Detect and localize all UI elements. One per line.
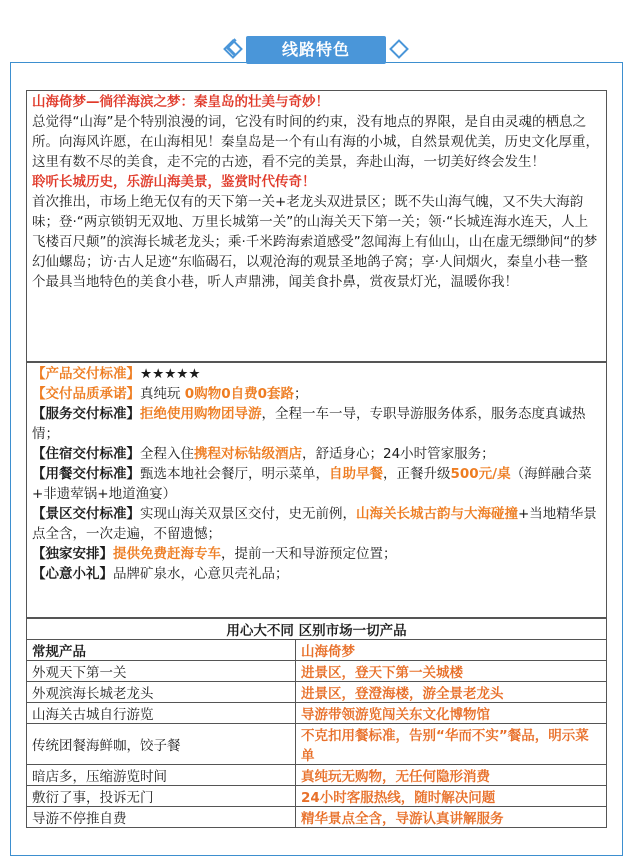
ours-cell: 进景区，登澄海楼，游全景老龙头 [296, 682, 607, 703]
standards-block [26, 362, 607, 618]
col-header-regular: 常规产品 [27, 640, 296, 661]
standard-highlight: 提供免费赶海专车 [113, 546, 221, 562]
col-header-ours: 山海倚梦 [296, 640, 607, 661]
standard-label: 【心意小礼】 [32, 566, 113, 582]
diamond-right-icon [389, 39, 409, 59]
intro-subheading: 聆听长城历史，乐游山海美景，鉴赏时代传奇！ [32, 174, 316, 190]
standard-text: ； [293, 386, 308, 402]
standard-item [32, 464, 601, 504]
standard-highlight: 500元/桌 [450, 466, 511, 482]
standard-text: +当地精华景点全含，一次走遍，不留遗憾； [32, 506, 597, 542]
ours-cell: 真纯玩无购物，无任何隐形消费 [296, 765, 607, 786]
standard-highlight: 0购物0自费0套路 [184, 386, 294, 402]
standard-label: 【交付品质承诺】 [32, 386, 140, 402]
standard-label: 【用餐交付标准】 [32, 466, 140, 482]
standard-label: 【住宿交付标准】 [32, 446, 140, 462]
standard-label: 【独家安排】 [32, 546, 113, 562]
standard-item [32, 504, 601, 544]
ours-cell: 24小时客服热线，随时解决问题 [296, 786, 607, 807]
standard-text: ，提前一天和导游预定位置； [221, 546, 397, 562]
table-row [27, 765, 607, 786]
diamond-left-icon [223, 39, 243, 59]
regular-cell: 传统团餐海鲜咖，饺子餐 [27, 724, 296, 765]
standard-text: 品牌矿泉水，心意贝壳礼品； [113, 566, 289, 582]
regular-cell: 导游不停推自费 [27, 807, 296, 828]
table-row [27, 661, 607, 682]
regular-cell: 外观滨海长城老龙头 [27, 682, 296, 703]
regular-cell: 敷衍了事，投诉无门 [27, 786, 296, 807]
standard-item [32, 564, 601, 584]
ours-cell: 不克扣用餐标准，告别“华而不实”餐品，明示菜单 [296, 724, 607, 765]
standard-text: ，全程一车一导，专职导游服务体系，服务态度真诚热情； [32, 406, 586, 442]
standard-label: 【景区交付标准】 [32, 506, 140, 522]
standard-item [32, 384, 601, 404]
intro-paragraph-1: 总觉得“山海”是个特别浪漫的词，它没有时间的约束，没有地点的界限，是自由灵魂的栖息之所。向海风许愿，在山海相见！秦皇岛是一个有山有海的小城，自然景观优美，历史文化厚重，这里有数不尽的美食，走不完的古迹，看不完的美景，奔赴山海，一切美好终会发生！ [32, 114, 599, 170]
table-row [27, 703, 607, 724]
standard-text: 全程入住 [140, 446, 194, 462]
standard-highlight: 山海关长城古韵与大海碰撞 [356, 506, 518, 522]
standard-highlight: 携程对标钻级酒店 [194, 446, 302, 462]
comparison-table [26, 618, 607, 828]
standard-text: ★★★★★ [140, 366, 201, 382]
regular-cell: 暗店多，压缩游览时间 [27, 765, 296, 786]
standard-item [32, 544, 601, 564]
standard-item [32, 404, 601, 444]
standard-text: ，正餐升级 [383, 466, 451, 482]
standard-item [32, 364, 601, 384]
standard-text: 实现山海关双景区交付，史无前例， [140, 506, 356, 522]
standard-text: 真纯玩 [140, 386, 185, 402]
regular-cell: 外观天下第一关 [27, 661, 296, 682]
table-row [27, 786, 607, 807]
standard-item [32, 444, 601, 464]
intro-block [26, 90, 607, 362]
regular-cell: 山海关古城自行游览 [27, 703, 296, 724]
table-row [27, 682, 607, 703]
standard-text: ，舒适身心；24小时管家服务； [302, 446, 495, 462]
standard-highlight: 拒绝使用购物团导游 [140, 406, 262, 422]
section-tab-label: 线路特色 [281, 40, 350, 59]
ours-cell: 导游带领游览闯关东文化博物馆 [296, 703, 607, 724]
table-row [27, 807, 607, 828]
intro-heading: 山海倚梦—徜徉海滨之梦：秦皇岛的壮美与奇妙！ [32, 94, 329, 110]
intro-paragraph-2: 首次推出，市场上绝无仅有的天下第一关+老龙头双进景区；既不失山海气魄，又不失大海韵味；登·“两京锁钥无双地、万里长城第一关”的山海关天下第一关；领·“长城连海水连天，人上飞楼百尺颠”的滨海长城老龙头；乘·千米跨海索道感受”忽闻海上有仙山，山在虚无缥缈间“的梦幻仙螺岛；访·古人足迹“东临碣石，以观沧海的观景圣地鸽子窝；享·人间烟火，秦皇小巷一整个最具当地特色的美食小巷，听人声鼎沸，闻美食扑鼻，赏夜景灯光，温暖你我！ [32, 194, 598, 290]
ours-cell: 进景区，登天下第一关城楼 [296, 661, 607, 682]
section-tab [246, 36, 386, 64]
standard-label: 【服务交付标准】 [32, 406, 140, 422]
standard-text: （海鲜融合菜+非遗荤锅+地道渔宴） [32, 466, 592, 502]
comparison-title: 用心大不同 区别市场一切产品 [27, 619, 607, 640]
table-row [27, 724, 607, 765]
standard-highlight: 自助早餐 [329, 466, 383, 482]
standard-text: 甄选本地社会餐厅，明示菜单， [140, 466, 329, 482]
ours-cell: 精华景点全含，导游认真讲解服务 [296, 807, 607, 828]
standard-label: 【产品交付标准】 [32, 366, 140, 382]
